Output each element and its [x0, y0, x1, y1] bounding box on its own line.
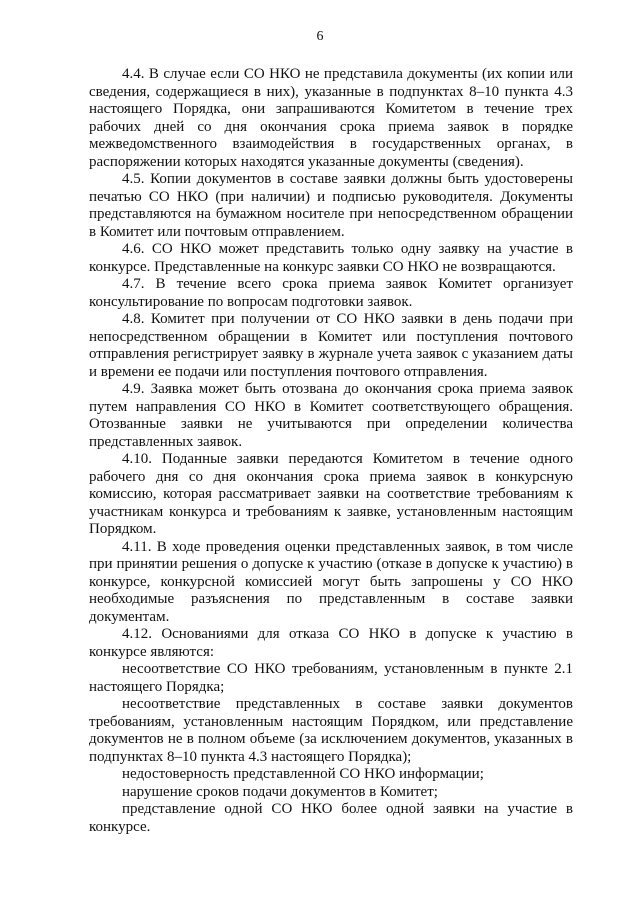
document-body	[89, 66, 573, 836]
paragraph-4-8: 4.8. Комитет при получении от СО НКО заявки в день подачи при непосредственном обращении в Комитет или поступления почтового отправления регистрирует заявку в журнале учета заявок с указанием даты и времени ее подачи или поступления почтового отправления.	[89, 311, 573, 380]
list-item-false-information: недостоверность представленной СО НКО информации;	[122, 766, 484, 782]
list-item-documents-mismatch: несоответствие представленных в составе заявки документов требованиям, установленным настоящим Порядком, или представление документов не в полном объеме (за исключением документов, указанных в подпунктах 8–10 пункта 4.3 настоящего Порядка);	[89, 696, 573, 765]
list-item-requirements-mismatch: несоответствие СО НКО требованиям, установленным в пункте 2.1 настоящего Порядка;	[89, 661, 573, 695]
paragraph-4-6: 4.6. СО НКО может представить только одну заявку на участие в конкурсе. Представленные на конкурс заявки СО НКО не возвращаются.	[89, 241, 573, 275]
paragraph-4-10: 4.10. Поданные заявки передаются Комитетом в течение одного рабочего дня со дня окончания срока приема заявок в конкурсную комиссию, которая рассматривает заявки на соответствие требованиям к участникам конкурса и требованиям к заявке, установленным настоящим Порядком.	[89, 451, 573, 537]
paragraph-4-9: 4.9. Заявка может быть отозвана до окончания срока приема заявок путем направления СО НКО в Комитет соответствующего обращения. Отозванные заявки не учитываются при определении количества представленных заявок.	[89, 381, 573, 450]
list-item-deadline-violation: нарушение сроков подачи документов в Комитет;	[122, 783, 438, 800]
paragraph-4-4: 4.4. В случае если СО НКО не представила документы (их копии или сведения, содержащиеся в них), указанные в подпунктах 8–10 пункта 4.3 настоящего Порядка, они запрашиваются Комитетом в течение трех рабочих дней со дня окончания срока приема заявок в порядке межведомственного взаимодействия в государственных органах, в распоряжении которых находятся указанные документы (сведения).	[89, 66, 573, 170]
paragraph-4-12: 4.12. Основаниями для отказа СО НКО в допуске к участию в конкурсе являются:	[89, 626, 573, 660]
paragraph-4-11: 4.11. В ходе проведения оценки представленных заявок, в том числе при принятии решения о допуске к участию (отказе в допуске к участию) в конкурсе, конкурсной комиссией могут быть запрошены у СО НКО необходимые разъяснения по представленным в составе заявки документам.	[89, 538, 573, 625]
paragraph-4-7: 4.7. В течение всего срока приема заявок Комитет организует консультирование по вопросам подготовки заявок.	[89, 276, 573, 310]
list-item-multiple-applications: представление одной СО НКО более одной заявки на участие в конкурсе.	[89, 801, 573, 835]
page-number: 6	[316, 29, 324, 44]
paragraph-4-5: 4.5. Копии документов в составе заявки должны быть удостоверены печатью СО НКО (при наличии) и подписью руководителя. Документы представляются на бумажном носителе при непосредственном обращении в Комитет или почтовым отправлением.	[89, 171, 573, 240]
